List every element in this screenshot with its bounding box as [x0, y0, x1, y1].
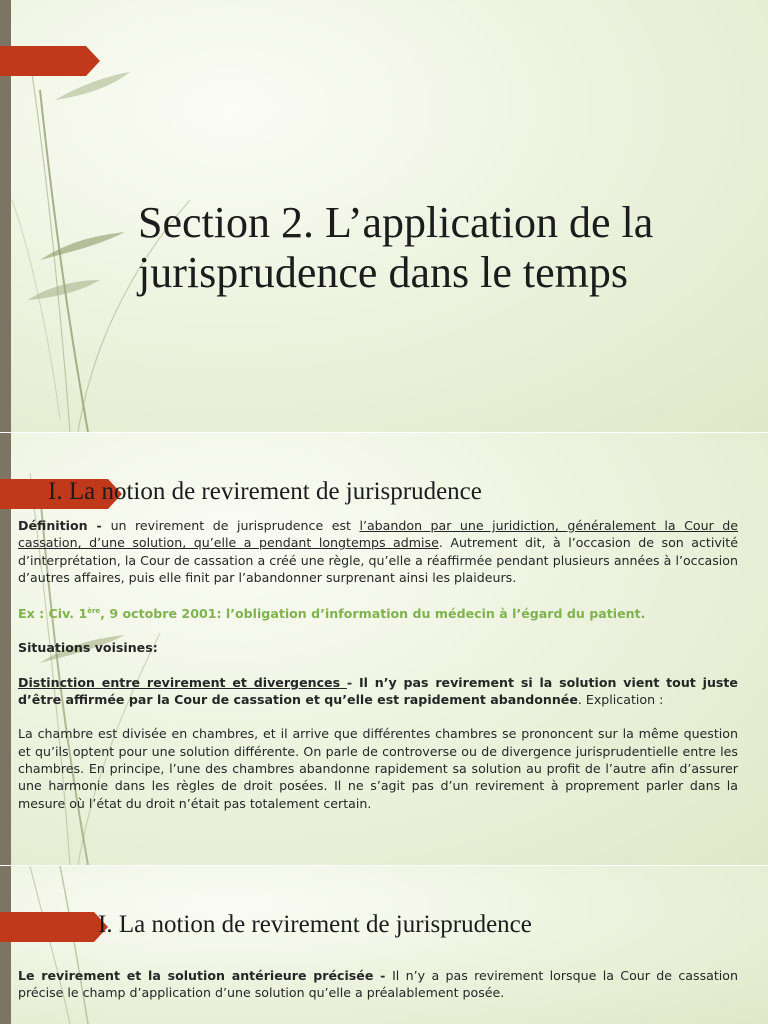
example-rest: , 9 octobre 2001: l’obligation d’information du médecin à l’égard du patient.: [100, 606, 646, 622]
left-accent-bar: [0, 866, 11, 1024]
distinction-bold-text: Il n’y pas revirement si la solution vient tout juste d’être affirmée par la Cour de cassation et qu’elle est rapidement abandonnée: [18, 674, 738, 708]
slide-body: [18, 967, 738, 1002]
precision-paragraph: [18, 967, 738, 1002]
precision-label: Le revirement et la solution antérieure précisée -: [18, 968, 393, 983]
definition-label: Définition -: [18, 518, 111, 533]
distinction-dash: -: [346, 674, 359, 690]
title-slide: [0, 0, 768, 432]
example-prefix: Ex : Civ. 1: [18, 606, 88, 622]
example-sup: ère: [87, 607, 101, 616]
heading-arrow-tab: [0, 912, 108, 942]
definition-paragraph: [18, 517, 738, 586]
slide-heading: I. La notion de revirement de jurisprudence: [48, 478, 482, 505]
example-line: [18, 603, 738, 622]
slide-heading: I. La notion de revirement de jurisprudence: [98, 911, 532, 938]
distinction-tail: . Explication :: [577, 692, 664, 708]
situations-heading: Situations voisines:: [18, 640, 158, 656]
content-slide-precision: [0, 866, 768, 1024]
slide-title: [138, 198, 738, 298]
chambre-paragraph: La chambre est divisée en chambres, et il arrive que différentes chambres se prononcent sur la même question et qu’ils optent pour une solution différente. On parle de controverse ou de divergence jurisprudentielle entre les chambres. En principe, l’une des chambres abandonne rapidement sa solution au profit de l’autre afin d’assurer une harmonie dans les règles de droit posées. Il ne s’agit pas d’un revirement à proprement parler dans la mesure où l’état du droit n’était pas totalement certain.: [18, 726, 738, 811]
distinction-paragraph: [18, 674, 738, 709]
definition-underlined: l’abandon par une juridiction, généralement la Cour de cassation, d’une solution, qu’elle a pendant longtemps admise: [18, 518, 738, 551]
definition-text-2: . Autrement dit, à l’occasion de son activité d’interprétation, la Cour de cassation a créé une règle, qu’elle a réaffirmée pendant plusieurs années à l’occasion d’autres affaires, puis elle finit par l’abandonner surprenant ainsi les plaideurs.: [18, 535, 738, 585]
definition-text-1: un revirement de jurisprudence est: [110, 518, 360, 533]
distinction-label: Distinction entre revirement et divergences: [18, 674, 347, 690]
content-slide-notion: [0, 433, 768, 865]
slide-body: [18, 517, 738, 812]
precision-text: Il n’y a pas revirement lorsque la Cour de cassation précise le champ d’application d’une solution qu’elle a préalablement posée.: [18, 968, 738, 1001]
slide-title-line1: Section 2. L’application de la: [138, 198, 654, 247]
slide-title-line2: jurisprudence dans le temps: [138, 248, 628, 297]
title-arrow-tab: [0, 46, 100, 76]
